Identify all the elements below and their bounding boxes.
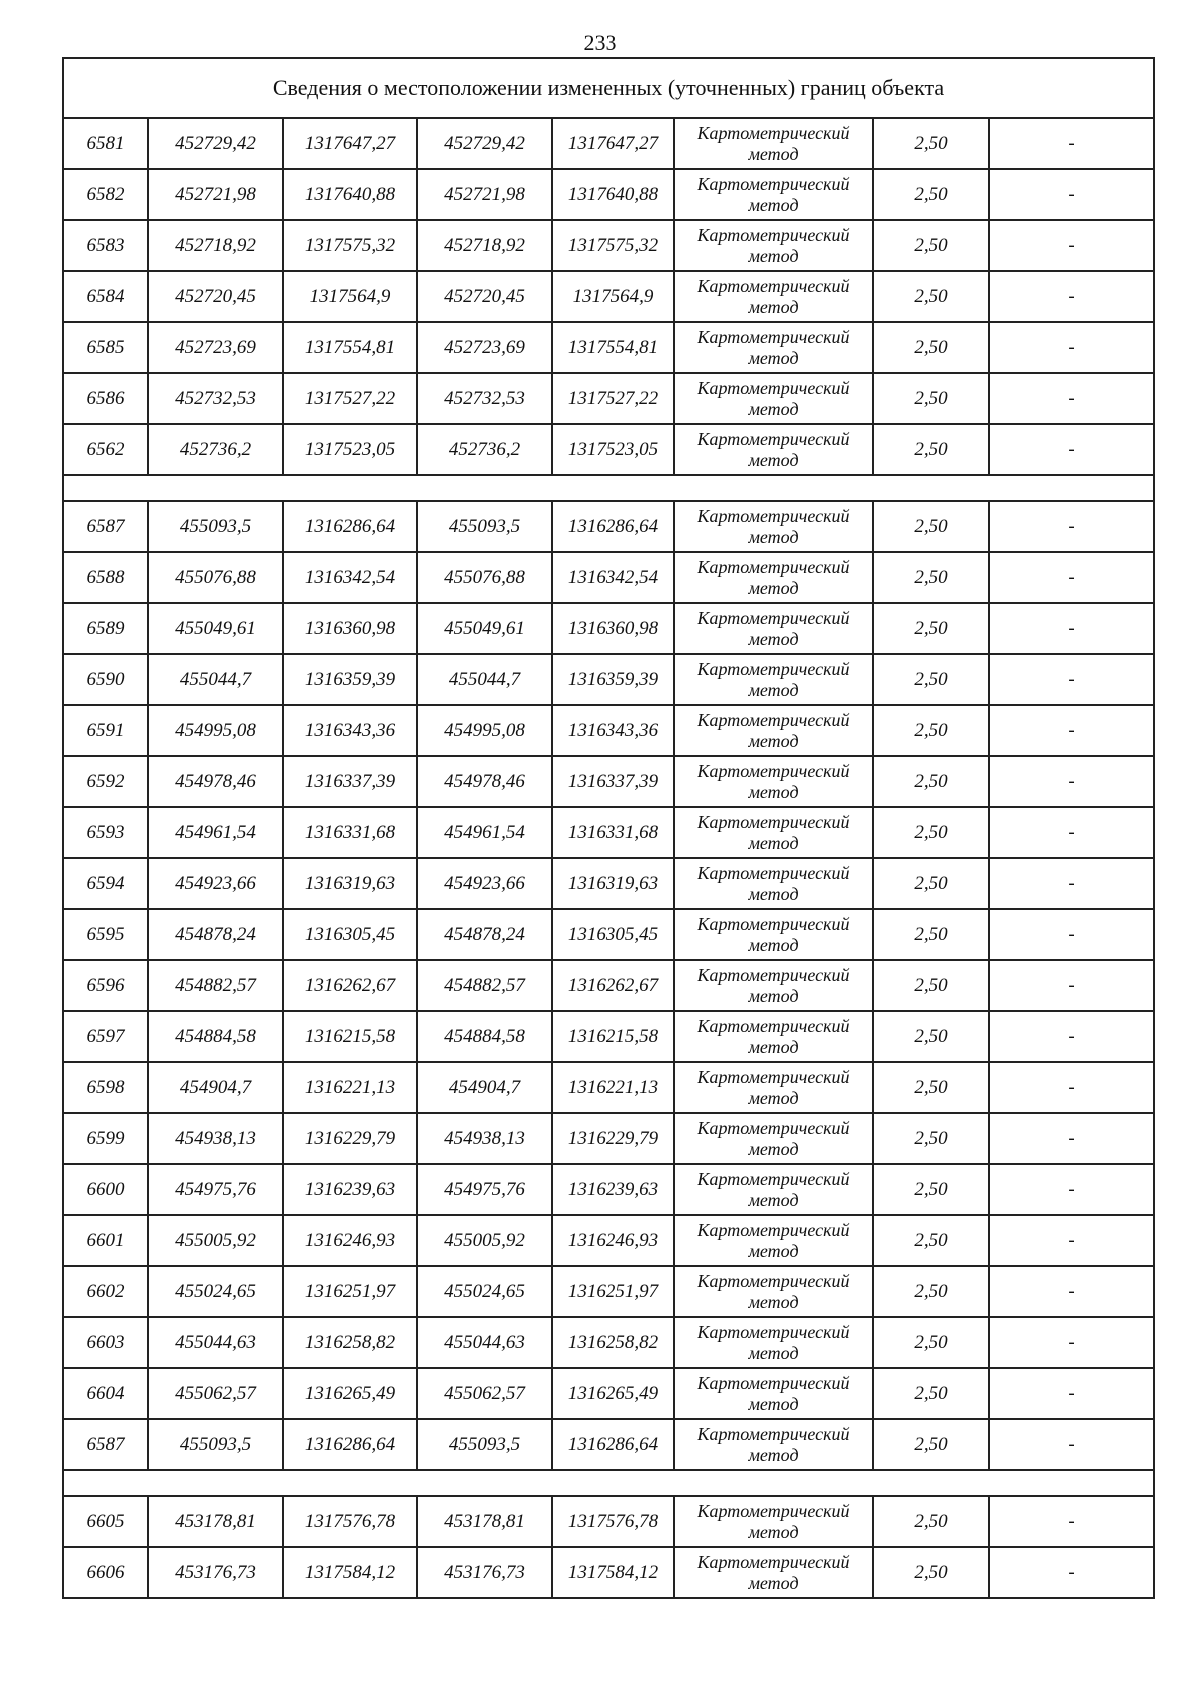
- x-existing-cell: 455005,92: [148, 1215, 283, 1266]
- accuracy-cell: 2,50: [873, 501, 989, 552]
- accuracy-cell: 2,50: [873, 858, 989, 909]
- method-cell: Картометрический метод: [674, 373, 873, 424]
- method-cell: Картометрический метод: [674, 807, 873, 858]
- accuracy-cell: 2,50: [873, 1419, 989, 1470]
- y-refined-cell: 1316359,39: [552, 654, 674, 705]
- x-existing-cell: 454995,08: [148, 705, 283, 756]
- y-refined-cell: 1316305,45: [552, 909, 674, 960]
- point-number-cell: 6562: [63, 424, 148, 475]
- accuracy-cell: 2,50: [873, 1317, 989, 1368]
- note-cell: -: [989, 960, 1154, 1011]
- table-row: [63, 858, 1154, 909]
- accuracy-cell: 2,50: [873, 1011, 989, 1062]
- y-existing-cell: 1316258,82: [283, 1317, 417, 1368]
- accuracy-cell: 2,50: [873, 220, 989, 271]
- group-separator-row: [63, 475, 1154, 501]
- accuracy-cell: 2,50: [873, 1266, 989, 1317]
- y-refined-cell: 1317554,81: [552, 322, 674, 373]
- x-refined-cell: 454878,24: [417, 909, 552, 960]
- note-cell: -: [989, 169, 1154, 220]
- note-cell: -: [989, 1368, 1154, 1419]
- accuracy-cell: 2,50: [873, 1164, 989, 1215]
- table-row: [63, 1317, 1154, 1368]
- x-existing-cell: 455044,63: [148, 1317, 283, 1368]
- table-row: [63, 909, 1154, 960]
- y-refined-cell: 1316229,79: [552, 1113, 674, 1164]
- accuracy-cell: 2,50: [873, 322, 989, 373]
- y-existing-cell: 1317523,05: [283, 424, 417, 475]
- y-refined-cell: 1317640,88: [552, 169, 674, 220]
- group-separator-row: [63, 1470, 1154, 1496]
- x-existing-cell: 455049,61: [148, 603, 283, 654]
- note-cell: -: [989, 552, 1154, 603]
- point-number-cell: 6600: [63, 1164, 148, 1215]
- x-existing-cell: 452718,92: [148, 220, 283, 271]
- x-refined-cell: 452718,92: [417, 220, 552, 271]
- y-refined-cell: 1316319,63: [552, 858, 674, 909]
- method-cell: Картометрический метод: [674, 705, 873, 756]
- point-number-cell: 6590: [63, 654, 148, 705]
- note-cell: -: [989, 322, 1154, 373]
- y-existing-cell: 1316221,13: [283, 1062, 417, 1113]
- method-cell: Картометрический метод: [674, 654, 873, 705]
- x-existing-cell: 455093,5: [148, 1419, 283, 1470]
- x-refined-cell: 452720,45: [417, 271, 552, 322]
- table-row: [63, 373, 1154, 424]
- point-number-cell: 6588: [63, 552, 148, 603]
- y-existing-cell: 1317576,78: [283, 1496, 417, 1547]
- x-existing-cell: 454878,24: [148, 909, 283, 960]
- accuracy-cell: 2,50: [873, 1062, 989, 1113]
- table-row: [63, 220, 1154, 271]
- table-row: [63, 501, 1154, 552]
- method-cell: Картометрический метод: [674, 1368, 873, 1419]
- x-refined-cell: 454904,7: [417, 1062, 552, 1113]
- note-cell: -: [989, 220, 1154, 271]
- method-cell: Картометрический метод: [674, 909, 873, 960]
- y-refined-cell: 1317647,27: [552, 118, 674, 169]
- method-cell: Картометрический метод: [674, 1062, 873, 1113]
- y-existing-cell: 1317527,22: [283, 373, 417, 424]
- table-row: [63, 424, 1154, 475]
- point-number-cell: 6587: [63, 501, 148, 552]
- accuracy-cell: 2,50: [873, 424, 989, 475]
- point-number-cell: 6589: [63, 603, 148, 654]
- x-refined-cell: 455005,92: [417, 1215, 552, 1266]
- table-row: [63, 654, 1154, 705]
- x-existing-cell: 454975,76: [148, 1164, 283, 1215]
- x-existing-cell: 455062,57: [148, 1368, 283, 1419]
- method-cell: Картометрический метод: [674, 118, 873, 169]
- table-row: [63, 1062, 1154, 1113]
- accuracy-cell: 2,50: [873, 1368, 989, 1419]
- x-refined-cell: 454978,46: [417, 756, 552, 807]
- point-number-cell: 6587: [63, 1419, 148, 1470]
- y-refined-cell: 1316258,82: [552, 1317, 674, 1368]
- y-refined-cell: 1316331,68: [552, 807, 674, 858]
- y-existing-cell: 1316342,54: [283, 552, 417, 603]
- x-existing-cell: 454961,54: [148, 807, 283, 858]
- y-existing-cell: 1316265,49: [283, 1368, 417, 1419]
- note-cell: -: [989, 271, 1154, 322]
- x-refined-cell: 453178,81: [417, 1496, 552, 1547]
- caption-row: [63, 58, 1154, 118]
- table-body: [63, 58, 1154, 1598]
- note-cell: -: [989, 1215, 1154, 1266]
- y-refined-cell: 1316360,98: [552, 603, 674, 654]
- point-number-cell: 6605: [63, 1496, 148, 1547]
- y-refined-cell: 1317523,05: [552, 424, 674, 475]
- table-row: [63, 1496, 1154, 1547]
- point-number-cell: 6591: [63, 705, 148, 756]
- x-existing-cell: 455024,65: [148, 1266, 283, 1317]
- note-cell: -: [989, 424, 1154, 475]
- y-refined-cell: 1316239,63: [552, 1164, 674, 1215]
- y-existing-cell: 1316337,39: [283, 756, 417, 807]
- x-existing-cell: 455093,5: [148, 501, 283, 552]
- y-existing-cell: 1316286,64: [283, 1419, 417, 1470]
- note-cell: -: [989, 1496, 1154, 1547]
- y-existing-cell: 1316359,39: [283, 654, 417, 705]
- x-refined-cell: 454975,76: [417, 1164, 552, 1215]
- y-existing-cell: 1316305,45: [283, 909, 417, 960]
- table-row: [63, 807, 1154, 858]
- x-refined-cell: 455093,5: [417, 501, 552, 552]
- note-cell: -: [989, 501, 1154, 552]
- x-existing-cell: 454923,66: [148, 858, 283, 909]
- x-refined-cell: 454961,54: [417, 807, 552, 858]
- table-row: [63, 603, 1154, 654]
- y-existing-cell: 1316229,79: [283, 1113, 417, 1164]
- note-cell: -: [989, 603, 1154, 654]
- x-existing-cell: 453176,73: [148, 1547, 283, 1598]
- table-row: [63, 552, 1154, 603]
- note-cell: -: [989, 756, 1154, 807]
- note-cell: -: [989, 1011, 1154, 1062]
- y-refined-cell: 1316337,39: [552, 756, 674, 807]
- x-existing-cell: 452729,42: [148, 118, 283, 169]
- note-cell: -: [989, 705, 1154, 756]
- y-existing-cell: 1317647,27: [283, 118, 417, 169]
- x-refined-cell: 454884,58: [417, 1011, 552, 1062]
- note-cell: -: [989, 373, 1154, 424]
- method-cell: Картометрический метод: [674, 424, 873, 475]
- method-cell: Картометрический метод: [674, 858, 873, 909]
- point-number-cell: 6604: [63, 1368, 148, 1419]
- separator-cell: [63, 1470, 1154, 1496]
- accuracy-cell: 2,50: [873, 118, 989, 169]
- x-existing-cell: 452736,2: [148, 424, 283, 475]
- x-existing-cell: 452720,45: [148, 271, 283, 322]
- point-number-cell: 6595: [63, 909, 148, 960]
- y-refined-cell: 1317564,9: [552, 271, 674, 322]
- method-cell: Картометрический метод: [674, 960, 873, 1011]
- accuracy-cell: 2,50: [873, 552, 989, 603]
- method-cell: Картометрический метод: [674, 169, 873, 220]
- y-refined-cell: 1317575,32: [552, 220, 674, 271]
- x-refined-cell: 455093,5: [417, 1419, 552, 1470]
- method-cell: Картометрический метод: [674, 1547, 873, 1598]
- y-refined-cell: 1317527,22: [552, 373, 674, 424]
- table-row: [63, 705, 1154, 756]
- method-cell: Картометрический метод: [674, 1266, 873, 1317]
- x-existing-cell: 452721,98: [148, 169, 283, 220]
- point-number-cell: 6581: [63, 118, 148, 169]
- point-number-cell: 6582: [63, 169, 148, 220]
- x-refined-cell: 455062,57: [417, 1368, 552, 1419]
- x-existing-cell: 453178,81: [148, 1496, 283, 1547]
- point-number-cell: 6586: [63, 373, 148, 424]
- y-existing-cell: 1316286,64: [283, 501, 417, 552]
- x-refined-cell: 452723,69: [417, 322, 552, 373]
- point-number-cell: 6585: [63, 322, 148, 373]
- y-refined-cell: 1317576,78: [552, 1496, 674, 1547]
- y-existing-cell: 1317640,88: [283, 169, 417, 220]
- y-existing-cell: 1317584,12: [283, 1547, 417, 1598]
- accuracy-cell: 2,50: [873, 169, 989, 220]
- coordinates-table: [62, 57, 1155, 1599]
- point-number-cell: 6593: [63, 807, 148, 858]
- note-cell: -: [989, 1266, 1154, 1317]
- point-number-cell: 6601: [63, 1215, 148, 1266]
- x-existing-cell: 454884,58: [148, 1011, 283, 1062]
- x-refined-cell: 455044,63: [417, 1317, 552, 1368]
- x-refined-cell: 455044,7: [417, 654, 552, 705]
- point-number-cell: 6596: [63, 960, 148, 1011]
- note-cell: -: [989, 1317, 1154, 1368]
- note-cell: -: [989, 858, 1154, 909]
- point-number-cell: 6597: [63, 1011, 148, 1062]
- y-existing-cell: 1316246,93: [283, 1215, 417, 1266]
- accuracy-cell: 2,50: [873, 705, 989, 756]
- x-refined-cell: 455049,61: [417, 603, 552, 654]
- accuracy-cell: 2,50: [873, 807, 989, 858]
- table-row: [63, 960, 1154, 1011]
- method-cell: Картометрический метод: [674, 501, 873, 552]
- table-row: [63, 1011, 1154, 1062]
- x-refined-cell: 452732,53: [417, 373, 552, 424]
- x-existing-cell: 454882,57: [148, 960, 283, 1011]
- table-row: [63, 1266, 1154, 1317]
- table-row: [63, 756, 1154, 807]
- y-existing-cell: 1316251,97: [283, 1266, 417, 1317]
- point-number-cell: 6594: [63, 858, 148, 909]
- point-number-cell: 6606: [63, 1547, 148, 1598]
- point-number-cell: 6583: [63, 220, 148, 271]
- x-existing-cell: 454904,7: [148, 1062, 283, 1113]
- x-refined-cell: 454882,57: [417, 960, 552, 1011]
- point-number-cell: 6592: [63, 756, 148, 807]
- y-refined-cell: 1316215,58: [552, 1011, 674, 1062]
- y-refined-cell: 1317584,12: [552, 1547, 674, 1598]
- note-cell: -: [989, 1547, 1154, 1598]
- method-cell: Картометрический метод: [674, 1215, 873, 1266]
- note-cell: -: [989, 909, 1154, 960]
- x-refined-cell: 452736,2: [417, 424, 552, 475]
- table-row: [63, 1215, 1154, 1266]
- table-row: [63, 271, 1154, 322]
- y-refined-cell: 1316246,93: [552, 1215, 674, 1266]
- y-existing-cell: 1316343,36: [283, 705, 417, 756]
- note-cell: -: [989, 118, 1154, 169]
- accuracy-cell: 2,50: [873, 1496, 989, 1547]
- x-existing-cell: 452732,53: [148, 373, 283, 424]
- y-refined-cell: 1316221,13: [552, 1062, 674, 1113]
- x-refined-cell: 452721,98: [417, 169, 552, 220]
- method-cell: Картометрический метод: [674, 1164, 873, 1215]
- x-refined-cell: 454923,66: [417, 858, 552, 909]
- x-refined-cell: 455024,65: [417, 1266, 552, 1317]
- method-cell: Картометрический метод: [674, 271, 873, 322]
- method-cell: Картометрический метод: [674, 1113, 873, 1164]
- point-number-cell: 6603: [63, 1317, 148, 1368]
- y-existing-cell: 1316215,58: [283, 1011, 417, 1062]
- point-number-cell: 6598: [63, 1062, 148, 1113]
- x-existing-cell: 454978,46: [148, 756, 283, 807]
- x-existing-cell: 455044,7: [148, 654, 283, 705]
- table-row: [63, 169, 1154, 220]
- note-cell: -: [989, 654, 1154, 705]
- y-existing-cell: 1316331,68: [283, 807, 417, 858]
- method-cell: Картометрический метод: [674, 322, 873, 373]
- y-refined-cell: 1316343,36: [552, 705, 674, 756]
- note-cell: -: [989, 1419, 1154, 1470]
- x-refined-cell: 453176,73: [417, 1547, 552, 1598]
- method-cell: Картометрический метод: [674, 1011, 873, 1062]
- y-refined-cell: 1316286,64: [552, 501, 674, 552]
- accuracy-cell: 2,50: [873, 271, 989, 322]
- table-row: [63, 1419, 1154, 1470]
- table-row: [63, 322, 1154, 373]
- table-row: [63, 1164, 1154, 1215]
- accuracy-cell: 2,50: [873, 1113, 989, 1164]
- x-existing-cell: 455076,88: [148, 552, 283, 603]
- table-caption: Сведения о местоположении измененных (уточненных) границ объекта: [63, 58, 1154, 118]
- y-existing-cell: 1317554,81: [283, 322, 417, 373]
- x-existing-cell: 454938,13: [148, 1113, 283, 1164]
- x-existing-cell: 452723,69: [148, 322, 283, 373]
- x-refined-cell: 454995,08: [417, 705, 552, 756]
- note-cell: -: [989, 1113, 1154, 1164]
- y-existing-cell: 1316239,63: [283, 1164, 417, 1215]
- accuracy-cell: 2,50: [873, 960, 989, 1011]
- method-cell: Картометрический метод: [674, 1317, 873, 1368]
- y-existing-cell: 1317564,9: [283, 271, 417, 322]
- method-cell: Картометрический метод: [674, 756, 873, 807]
- y-refined-cell: 1316342,54: [552, 552, 674, 603]
- point-number-cell: 6602: [63, 1266, 148, 1317]
- accuracy-cell: 2,50: [873, 603, 989, 654]
- accuracy-cell: 2,50: [873, 1547, 989, 1598]
- y-existing-cell: 1316262,67: [283, 960, 417, 1011]
- accuracy-cell: 2,50: [873, 1215, 989, 1266]
- table-row: [63, 1547, 1154, 1598]
- point-number-cell: 6599: [63, 1113, 148, 1164]
- separator-cell: [63, 475, 1154, 501]
- accuracy-cell: 2,50: [873, 909, 989, 960]
- method-cell: Картометрический метод: [674, 1496, 873, 1547]
- page-number: 233: [583, 30, 617, 55]
- accuracy-cell: 2,50: [873, 373, 989, 424]
- x-refined-cell: 455076,88: [417, 552, 552, 603]
- method-cell: Картометрический метод: [674, 1419, 873, 1470]
- note-cell: -: [989, 807, 1154, 858]
- accuracy-cell: 2,50: [873, 654, 989, 705]
- table-row: [63, 118, 1154, 169]
- y-refined-cell: 1316251,97: [552, 1266, 674, 1317]
- table-row: [63, 1368, 1154, 1419]
- y-existing-cell: 1317575,32: [283, 220, 417, 271]
- method-cell: Картометрический метод: [674, 603, 873, 654]
- method-cell: Картометрический метод: [674, 220, 873, 271]
- method-cell: Картометрический метод: [674, 552, 873, 603]
- note-cell: -: [989, 1062, 1154, 1113]
- x-refined-cell: 452729,42: [417, 118, 552, 169]
- point-number-cell: 6584: [63, 271, 148, 322]
- x-refined-cell: 454938,13: [417, 1113, 552, 1164]
- note-cell: -: [989, 1164, 1154, 1215]
- y-existing-cell: 1316360,98: [283, 603, 417, 654]
- y-refined-cell: 1316286,64: [552, 1419, 674, 1470]
- y-refined-cell: 1316265,49: [552, 1368, 674, 1419]
- accuracy-cell: 2,50: [873, 756, 989, 807]
- y-existing-cell: 1316319,63: [283, 858, 417, 909]
- table-row: [63, 1113, 1154, 1164]
- y-refined-cell: 1316262,67: [552, 960, 674, 1011]
